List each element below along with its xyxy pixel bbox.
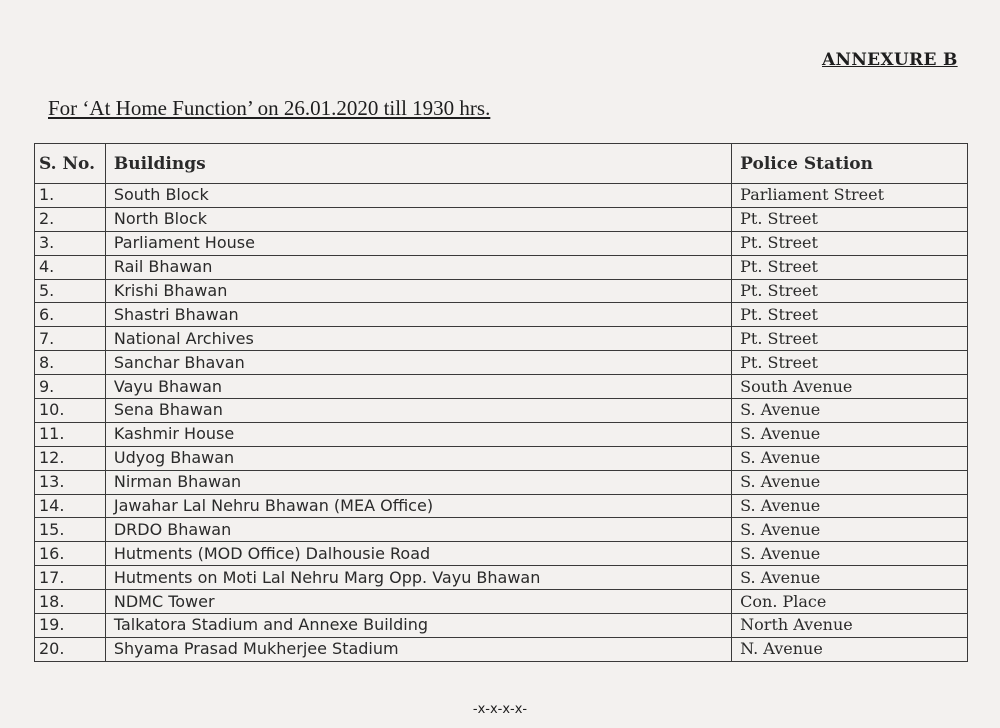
annexure-label: ANNEXURE B	[822, 50, 958, 70]
cell-building: Shastri Bhawan	[105, 303, 731, 327]
table-row	[35, 327, 968, 351]
cell-building: Krishi Bhawan	[105, 279, 731, 303]
cell-sno: 7.	[35, 327, 106, 351]
cell-sno: 12.	[35, 446, 106, 470]
cell-police-station: North Avenue	[732, 614, 968, 638]
cell-sno: 13.	[35, 470, 106, 494]
cell-sno: 8.	[35, 351, 106, 375]
cell-building: Rail Bhawan	[105, 255, 731, 279]
cell-sno: 19.	[35, 614, 106, 638]
cell-police-station: S. Avenue	[732, 542, 968, 566]
table-header-row	[35, 144, 968, 184]
buildings-table	[34, 143, 968, 662]
cell-building: Parliament House	[105, 231, 731, 255]
table-row	[35, 637, 968, 661]
cell-building: DRDO Bhawan	[105, 518, 731, 542]
table-row	[35, 279, 968, 303]
cell-police-station: Parliament Street	[732, 184, 968, 208]
cell-sno: 20.	[35, 637, 106, 661]
cell-sno: 15.	[35, 518, 106, 542]
page-heading: For ‘At Home Function’ on 26.01.2020 till 1930 hrs.	[48, 96, 491, 120]
cell-sno: 1.	[35, 184, 106, 208]
cell-sno: 3.	[35, 231, 106, 255]
table-row	[35, 207, 968, 231]
cell-building: Hutments on Moti Lal Nehru Marg Opp. Vayu Bhawan	[105, 566, 731, 590]
table-row	[35, 303, 968, 327]
table-row	[35, 231, 968, 255]
table-row	[35, 494, 968, 518]
cell-police-station: N. Avenue	[732, 637, 968, 661]
cell-police-station: S. Avenue	[732, 470, 968, 494]
cell-sno: 18.	[35, 590, 106, 614]
table-row	[35, 470, 968, 494]
header-buildings: Buildings	[105, 144, 731, 184]
cell-building: Udyog Bhawan	[105, 446, 731, 470]
cell-building: North Block	[105, 207, 731, 231]
cell-building: National Archives	[105, 327, 731, 351]
cell-police-station: Pt. Street	[732, 327, 968, 351]
cell-police-station: Pt. Street	[732, 231, 968, 255]
table-row	[35, 399, 968, 423]
header-police-station: Police Station	[732, 144, 968, 184]
table-row	[35, 518, 968, 542]
table-row	[35, 255, 968, 279]
cell-sno: 2.	[35, 207, 106, 231]
table-row	[35, 422, 968, 446]
table-row	[35, 590, 968, 614]
cell-building: Nirman Bhawan	[105, 470, 731, 494]
cell-building: Hutments (MOD Office) Dalhousie Road	[105, 542, 731, 566]
cell-building: South Block	[105, 184, 731, 208]
cell-police-station: S. Avenue	[732, 518, 968, 542]
cell-sno: 6.	[35, 303, 106, 327]
cell-building: Vayu Bhawan	[105, 375, 731, 399]
cell-sno: 10.	[35, 399, 106, 423]
table-row	[35, 566, 968, 590]
cell-building: Kashmir House	[105, 422, 731, 446]
cell-police-station: Pt. Street	[732, 255, 968, 279]
cell-sno: 16.	[35, 542, 106, 566]
cell-police-station: Con. Place	[732, 590, 968, 614]
table-body	[35, 184, 968, 662]
cell-police-station: S. Avenue	[732, 494, 968, 518]
cell-police-station: South Avenue	[732, 375, 968, 399]
table-row	[35, 375, 968, 399]
cell-police-station: S. Avenue	[732, 422, 968, 446]
cell-police-station: Pt. Street	[732, 207, 968, 231]
cell-sno: 9.	[35, 375, 106, 399]
cell-building: Talkatora Stadium and Annexe Building	[105, 614, 731, 638]
table-row	[35, 446, 968, 470]
table-row	[35, 614, 968, 638]
cell-sno: 17.	[35, 566, 106, 590]
cell-sno: 4.	[35, 255, 106, 279]
cell-building: Sena Bhawan	[105, 399, 731, 423]
cell-building: Shyama Prasad Mukherjee Stadium	[105, 637, 731, 661]
cell-police-station: S. Avenue	[732, 566, 968, 590]
cell-building: Jawahar Lal Nehru Bhawan (MEA Office)	[105, 494, 731, 518]
table-row	[35, 184, 968, 208]
cell-building: Sanchar Bhavan	[105, 351, 731, 375]
footer-marker: -x-x-x-x-	[472, 702, 528, 717]
cell-police-station: S. Avenue	[732, 446, 968, 470]
cell-police-station: S. Avenue	[732, 399, 968, 423]
cell-police-station: Pt. Street	[732, 303, 968, 327]
table-row	[35, 542, 968, 566]
table-row	[35, 351, 968, 375]
cell-sno: 14.	[35, 494, 106, 518]
cell-police-station: Pt. Street	[732, 351, 968, 375]
cell-sno: 11.	[35, 422, 106, 446]
cell-police-station: Pt. Street	[732, 279, 968, 303]
cell-sno: 5.	[35, 279, 106, 303]
cell-building: NDMC Tower	[105, 590, 731, 614]
header-sno: S. No.	[35, 144, 106, 184]
